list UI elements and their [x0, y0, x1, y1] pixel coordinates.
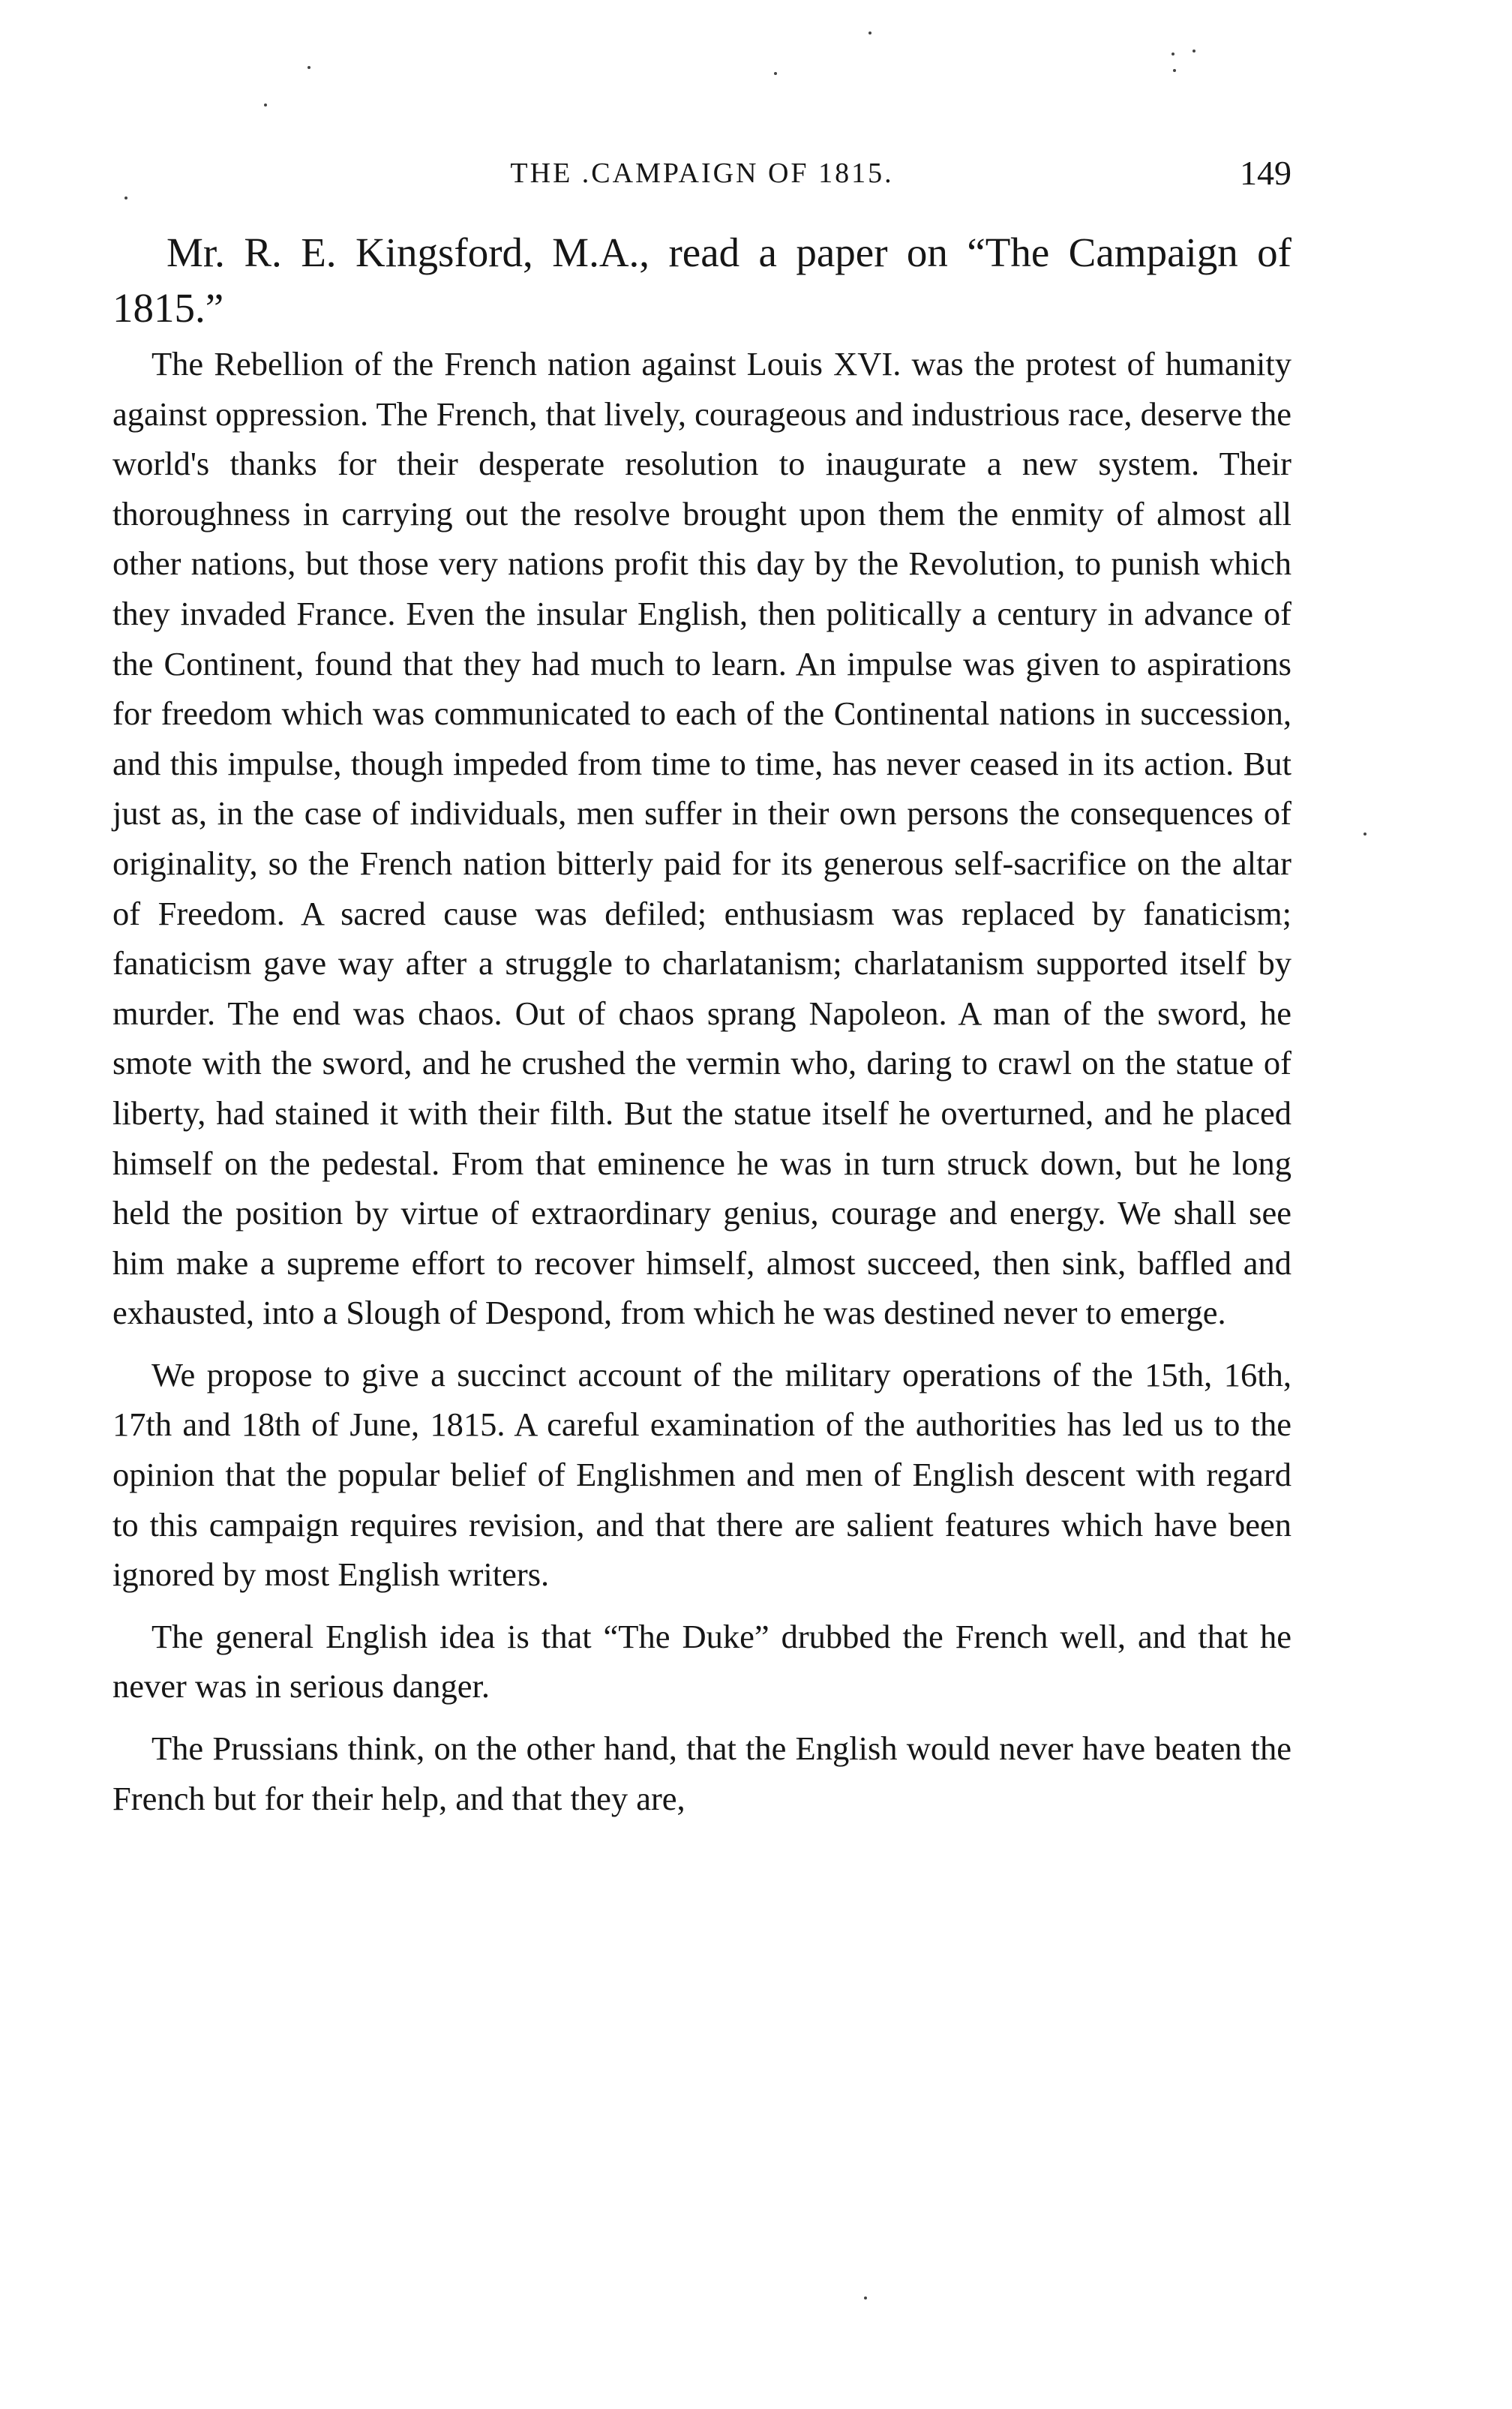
running-head — [112, 147, 1292, 200]
paragraph: We propose to give a succinct account of the military operations of the 15th, 16th, 17th and 18th of June, 1815. A careful examination of the authorities has led us to the opinion that the popular belief of Englishmen and men of English descent with regard to this campaign requires revision, and that there are salient features which have been ignored by most English writers. — [112, 1355, 1292, 1594]
running-title: THE .CAMPAIGN OF 1815. — [510, 158, 894, 189]
page-number: 149 — [1240, 154, 1292, 192]
paragraph: The Prussians think, on the other hand, that the English would never have beaten the French but for their help, and that they are, — [112, 1730, 1292, 1817]
body-text — [112, 339, 1292, 1835]
paper-heading: Mr. R. E. Kingsford, M.A., read a paper on “The Campaign of 1815.” — [112, 230, 1292, 331]
paragraph: The Rebellion of the French nation against Louis XVI. was the protest of humanity against oppression. The French, that lively, courageous and industrious race, deserve the world's thanks for their desperate resolution to inaugurate a new system. Their thoroughness in carrying out the resolve brought upon them the enmity of almost all other nations, but those very nations profit this day by the Revolution, to punish which they invaded France. Even the insular English, then politically a century in advance of the Continent, found that they had much to learn. An impulse was given to aspirations for freedom which was communicated to each of the Continental nations in succession, and this impulse, though impeded from time to time, has never ceased in its action. But just as, in the case of individuals, men suffer in their own persons the consequences of originality, so the French nation bitterly paid for its generous self-sacrifice on the altar of Freedom. A sacred cause was defiled; enthusiasm was replaced by fanaticism; fanaticism gave way after a struggle to charlatanism; charlatanism supported itself by murder. The end was chaos. Out of chaos sprang Napoleon. A man of the sword, he smote with the sword, and he crushed the vermin who, daring to crawl on the statue of liberty, had stained it with their filth. But the statue itself he overturned, and he placed himself on the pedestal. From that eminence he was in turn struck down, but he long held the position by virtue of extraordinary genius, courage and energy. We shall see him make a supreme effort to recover himself, almost succeed, then sink, baffled and exhausted, into a Slough of Despond, from which he was destined never to emerge. — [112, 345, 1292, 1332]
paragraph: The general English idea is that “The Duke” drubbed the French well, and that he never was in serious danger. — [112, 1617, 1292, 1706]
